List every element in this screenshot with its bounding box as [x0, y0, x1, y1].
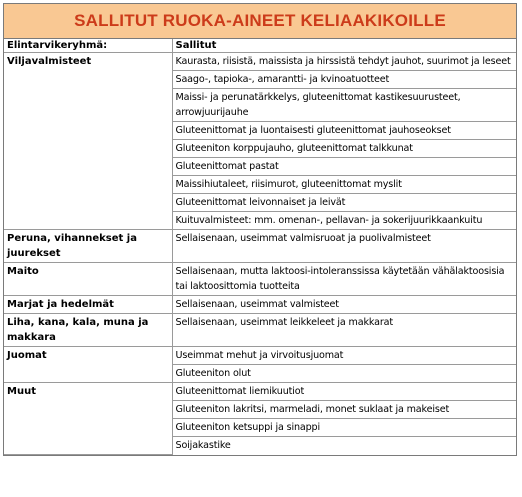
sheet-title: SALLITUT RUOKA-AINEET KELIAAKIKOILLE: [4, 4, 516, 39]
allowed-item-cell: Gluteenittomat liemikuutiot: [172, 383, 516, 401]
allowed-item-cell: Gluteeniton ketsuppi ja sinappi: [172, 419, 516, 437]
table-body: [4, 53, 516, 455]
table-row: [4, 263, 516, 296]
allowed-item-cell: Maissihiutaleet, riisimurot, gluteenittomat myslit: [172, 176, 516, 194]
allowed-item-cell: Gluteenittomat ja luontaisesti gluteenittomat jauhoseokset: [172, 122, 516, 140]
table-row: [4, 230, 516, 263]
header-row: [4, 39, 516, 53]
food-group-cell: Peruna, vihannekset ja juurekset: [4, 230, 172, 263]
header-allowed: Sallitut: [172, 39, 516, 53]
food-group-cell: Viljavalmisteet: [4, 53, 172, 230]
allowed-item-cell: Gluteeniton olut: [172, 365, 516, 383]
table-row: [4, 53, 516, 71]
table-row: [4, 383, 516, 401]
allowed-item-cell: Gluteenittomat leivonnaiset ja leivät: [172, 194, 516, 212]
allowed-item-cell: Sellaisenaan, mutta laktoosi-intoleranssissa käytetään vähälaktoosisia tai laktoosittomia tuotteita: [172, 263, 516, 296]
allowed-item-cell: Gluteeniton korppujauho, gluteenittomat talkkunat: [172, 140, 516, 158]
allowed-item-cell: Saago-, tapioka-, amarantti- ja kvinoatuotteet: [172, 71, 516, 89]
table-row: [4, 296, 516, 314]
allowed-item-cell: Gluteenittomat pastat: [172, 158, 516, 176]
allowed-item-cell: Sellaisenaan, useimmat valmisteet: [172, 296, 516, 314]
allowed-item-cell: Maissi- ja perunatärkkelys, gluteenittomat kastikesuurusteet, arrowjuurijauhe: [172, 89, 516, 122]
allowed-item-cell: Sellaisenaan, useimmat valmisruoat ja puolivalmisteet: [172, 230, 516, 263]
food-group-cell: Muut: [4, 383, 172, 455]
allowed-item-cell: Gluteeniton lakritsi, marmeladi, monet suklaat ja makeiset: [172, 401, 516, 419]
table-row: [4, 314, 516, 347]
food-group-cell: Maito: [4, 263, 172, 296]
food-group-cell: Liha, kana, kala, muna ja makkara: [4, 314, 172, 347]
allowed-item-cell: Kaurasta, riisistä, maissista ja hirssistä tehdyt jauhot, suurimot ja leseet: [172, 53, 516, 71]
food-group-cell: Juomat: [4, 347, 172, 383]
allowed-foods-sheet: [3, 3, 517, 456]
food-group-cell: Marjat ja hedelmät: [4, 296, 172, 314]
allowed-foods-table: [4, 39, 516, 455]
table-row: [4, 347, 516, 365]
allowed-item-cell: Useimmat mehut ja virvoitusjuomat: [172, 347, 516, 365]
allowed-item-cell: Soijakastike: [172, 437, 516, 455]
header-food-group: Elintarvikeryhmä:: [4, 39, 172, 53]
allowed-item-cell: Kuituvalmisteet: mm. omenan-, pellavan- ja sokerijuurikkaankuitu: [172, 212, 516, 230]
allowed-item-cell: Sellaisenaan, useimmat leikkeleet ja makkarat: [172, 314, 516, 347]
